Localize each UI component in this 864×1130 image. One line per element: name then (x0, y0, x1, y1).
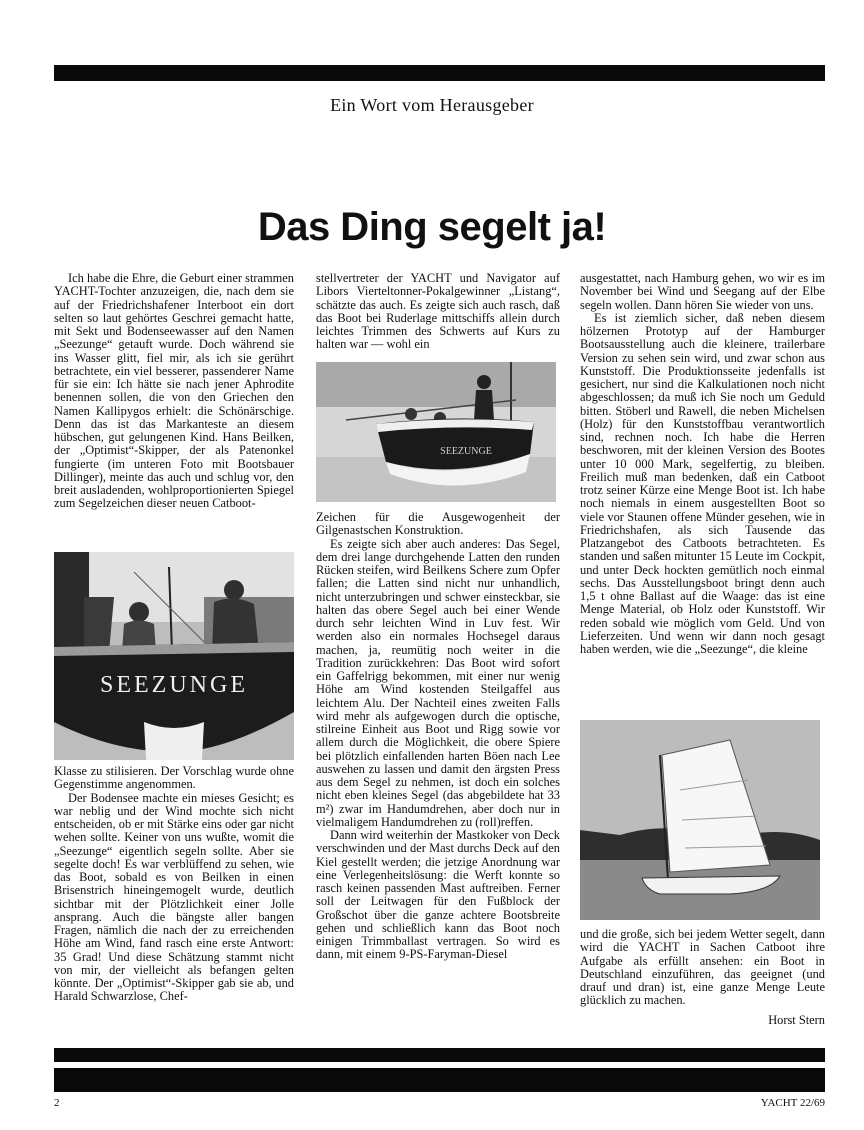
column-2-bottom (316, 511, 560, 962)
column-3-top (580, 272, 825, 656)
column-1-top (54, 272, 294, 511)
kicker: Ein Wort vom Herausgeber (330, 95, 534, 115)
paragraph: Dann wird weiterhin der Mastkoker von Deck verschwinden und der Mast durchs Deck auf den Kiel gestellt werden; die jetzige Anordnung war eine Verlegenheitslösung: die Werft konnte so rasch keinen passenden Mast auftreiben. Ferner soll der Leitwagen für den Fußblock der Großschot über die ganze achtere Bootsbreite gehen und schließlich kann das Boot noch einigen Trimmballast vertragen. So wird es dann, mit einem 9-PS-Faryman-Diesel (316, 828, 560, 962)
paragraph: Zeichen für die Ausgewogenheit der Gilgenastschen Konstruktion. (316, 510, 560, 538)
page-number: 2 (54, 1097, 60, 1109)
boat-side-illustration (316, 362, 556, 502)
page-title: Das Ding segelt ja! (257, 205, 607, 249)
paragraph: und die große, sich bei jedem Wetter segelt, dann wird die YACHT in Sachen Catboot ihre Aufgabe als erfüllt ansehen: ein Boot in Deutschland einzuführen, das geeignet (und drauf und dran) ist, eine ganze Menge Leute glücklich zu machen. (580, 927, 825, 1008)
paragraph: stellvertreter der YACHT und Navigator auf Libors Vierteltonner-Pokalgewinner „Listang“, schätzte das auch. Es zeigte sich auch rasch, daß das Boot bei Ruderlage mittschiffs allein durch leichtes Trimmen des Schwerts auf Kurs zu halten war — wohl ein (316, 271, 560, 352)
top-rule (54, 65, 825, 81)
paragraph: Es ist ziemlich sicher, daß neben diesem hölzernen Prototyp auf der Hamburger Bootsausstellung auch die kleinere, trailerbare Version zu sehen sein wird, und zwar schon aus Kunststoff. Die Produktionsseite jedenfalls ist gesichert, nur sind die Kalkulationen noch nicht abgeschlossen; da muß ich Sie noch um Geduld bitten. Stöberl und Rawell, die neben Michelsen (Holz) für den Kunststoffbau verantwortlich sind, rechnen noch. Ich habe die Herren beschworen, mit der kleinen Version des Bootes unter 10 000 Mark, segelfertig, zu bleiben. Freilich muß man bedenken, daß ein Catboot trotz seiner Kürze eine Menge Boot ist. Ich habe noch niemals in einem ausgestellten Boot so viele vor Staunen offene Münder gesehen, wie in Friedrichshafen, als sich Tausende das Platzangebot des Catboots betrachteten. Es standen und saßen mitunter 15 Leute im Cockpit, und unter Deck hockten gemütlich noch einmal sechs. Das Ausstellungsboot bringt denn auch 1,5 t ohne Ballast auf die Waage: das ist eine Menge Material, ob Holz oder Kunststoff. Wir reden sobald wie möglich vom Geld. Und von Lieferzeiten. Und wenn wir dann noch gesagt haben werden, wie die „Seezunge“, die kleine (580, 310, 825, 656)
column-2-top (316, 272, 560, 352)
author-signature: Horst Stern (768, 1013, 825, 1027)
stern-name-text: SEEZUNGE (100, 672, 248, 698)
boat-stern-illustration (54, 552, 294, 760)
paragraph: ausgestattet, nach Hamburg gehen, wo wir es im November bei Wind und Seegang auf der Elbe segeln wollen. Dann hören Sie wieder von uns. (580, 271, 825, 312)
boat-sailing-illustration (580, 720, 820, 920)
paragraph: Der Bodensee machte ein mieses Gesicht; es war neblig und der Wind mochte sich nicht entscheiden, ob er mit Stärke eins oder gar nicht wehen sollte. Keiner von uns wußte, womit die „Seezunge“ eigentlich segeln sollte. Aber sie segelte doch! Es war verblüffend zu sehen, wie das Boot, sobald es von Beilken in einen Brisenstrich hineingemogelt wurde, deutlich sichtbar mit der Plötzlichkeit einer Jolle ansprang. Auch die bängste aller bangen Fragen, nämlich die nach der zu erreichenden Höhe am Wind, fand rasch eine erste Antwort: 35 Grad! Und diese Schätzung stammt nicht von mir, der vielleicht als befangen gelten könnte. Der „Optimist“-Skipper gab sie ab, und Harald Schwarzlose, Chef- (54, 790, 294, 1004)
issue-label: YACHT 22/69 (760, 1097, 825, 1109)
paragraph: Es zeigte sich aber auch anderes: Das Segel, dem drei lange durchgehende Latten den runden Rücken steifen, wird Beilkens Schere zum Opfer fallen; die Latten sind nicht nur unhandlich, nicht unterzubringen und schwer einsteckbar, sie halten das obere Segel auch bei einer Wende durch sehr leichten Wind in Luv fest. Wir werden also ein normales Hochsegel daraus machen, ja, reumütig noch weiter in die Tradition zurückkehren: Das Boot wird sofort ein Gaffelrigg bekommen, mit einer nur wenig Höhe am Wind kostenden Steilgaffel aus leichtem Alu. Der Nachteil eines zweiten Falls wird mehr als aufgewogen durch die optische, stilreine Einheit aus Boot und Rigg sowie vor allem durch die Möglichkeit, die obere Spiere bei plötzlich einfallenden harten Böen nach Lee auswehen zu lassen und damit den ärgsten Press aus dem Segel zu nehmen, ist doch ein solches nicht eben kleines Segel (das abgebildete hat 33 m²) zwar im Handumdrehen, aber doch nur in vielmaligem Handumdrehen zu (roll)reffen. (316, 536, 560, 829)
paragraph: Klasse zu stilisieren. Der Vorschlag wurde ohne Gegenstimme angenommen. (54, 764, 294, 792)
bottom-rule (54, 1048, 825, 1062)
bottom-rule-thin (54, 1068, 825, 1092)
photo-boat-stern (54, 552, 294, 760)
photo-boat-side (316, 362, 556, 502)
column-1-bottom (54, 765, 294, 1004)
column-3-bottom (580, 928, 825, 1008)
side-name-text: SEEZUNGE (440, 446, 492, 457)
paragraph: Ich habe die Ehre, die Geburt einer strammen YACHT-Tochter anzuzeigen, die, nach dem sie auf der Friedrichshafener Interboot ein dort selten so laut gehörtes Geschrei gemacht hatte, mit Sekt und Bodenseewasser auf den Namen „Seezunge“ getauft wurde. Doch während sie ins Wasser glitt, fiel mir, als ich sie gerührt betrachtete, ein viel besserer, passenderer Name für sie ein: Ich hätte sie nach jener Aphrodite benennen sollen, die von den Griechen den Namen Kallipygos erhielt: die Schönärschige. Denn das ist das Markanteste an diesem hübschen, gut gelungenen Kind. Hans Beilken, der „Optimist“-Skipper, der als Patenonkel fungierte (im unteren Foto mit Bootsbauer Dillinger), meinte das auch und schlug vor, den breit ausladenden, wohlproportionierten Spiegel zum Segelzeichen dieser neuen Catboot- (54, 271, 294, 511)
photo-boat-sailing (580, 720, 820, 920)
